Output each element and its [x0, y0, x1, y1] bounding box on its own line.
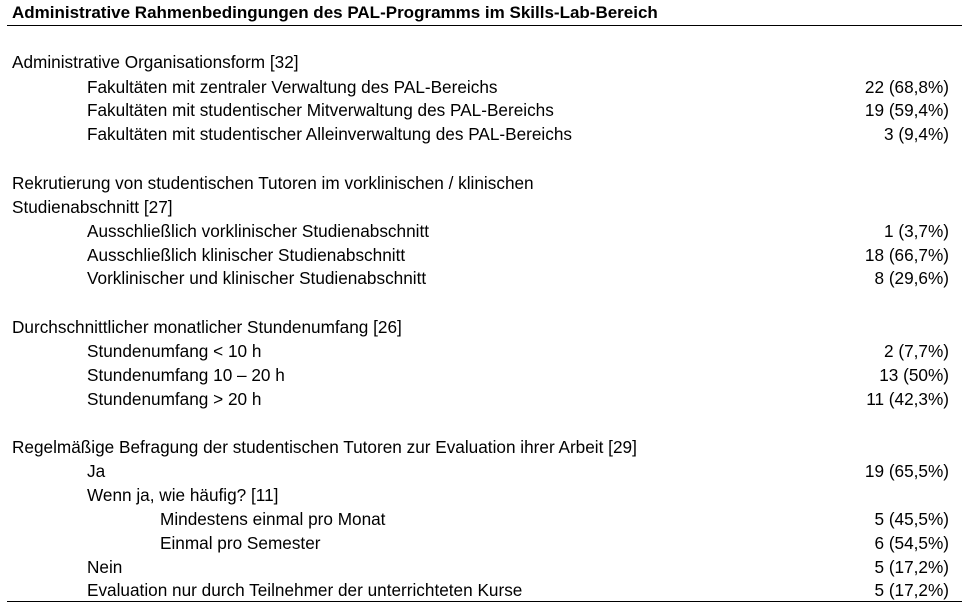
table-row [7, 266, 962, 290]
row-value: 2 (7,7%) [884, 341, 949, 361]
table-title: Administrative Rahmenbedingungen des PAL-Programms im Skills-Lab-Bereich [12, 3, 658, 22]
row-value: 11 (42,3%) [866, 389, 949, 409]
row-value: 3 (9,4%) [884, 124, 949, 144]
row-label: Stundenumfang > 20 h [87, 389, 262, 409]
table-row [7, 98, 962, 122]
table-row [7, 578, 962, 602]
row-label: Stundenumfang 10 – 20 h [87, 365, 285, 385]
table-row [7, 339, 962, 363]
section-heading-organisation [7, 50, 962, 74]
row-label: Fakultäten mit studentischer Alleinverwaltung des PAL-Bereichs [87, 124, 572, 144]
section-heading-recruitment-cont [7, 195, 962, 219]
table-row [7, 219, 962, 243]
top-rule [7, 25, 962, 26]
section-heading-label: Durchschnittlicher monatlicher Stundenumfang [26] [12, 317, 402, 337]
row-label: Ja [87, 461, 106, 481]
row-value: 22 (68,8%) [864, 77, 949, 97]
row-value: 6 (54,5%) [874, 533, 949, 553]
row-label: Nein [87, 557, 123, 577]
section-heading-evaluation [7, 435, 962, 459]
row-value: 8 (29,6%) [874, 268, 949, 288]
row-label: Stundenumfang < 10 h [87, 341, 262, 361]
data-table [7, 0, 962, 603]
row-label: Mindestens einmal pro Monat [160, 509, 386, 529]
bottom-rule [7, 601, 962, 602]
table-row [7, 387, 962, 411]
table-row [7, 122, 962, 146]
table-row [7, 363, 962, 387]
table-row [7, 459, 962, 483]
section-heading-label: Administrative Organisationsform [32] [12, 52, 299, 72]
row-label: Fakultäten mit studentischer Mitverwaltung des PAL-Bereichs [87, 100, 554, 120]
row-value: 1 (3,7%) [884, 221, 949, 241]
row-label: Ausschließlich klinischer Studienabschnitt [87, 245, 406, 265]
table-row [7, 555, 962, 579]
table-row [7, 75, 962, 99]
table-row [7, 243, 962, 267]
row-label: Ausschließlich vorklinischer Studienabschnitt [87, 221, 429, 241]
table-row [7, 483, 962, 507]
table-row [7, 507, 962, 531]
section-heading-recruitment [7, 171, 962, 195]
row-value: 19 (65,5%) [864, 461, 949, 481]
row-label: Vorklinischer und klinischer Studienabschnitt [87, 268, 427, 288]
row-value: 18 (66,7%) [864, 245, 949, 265]
section-heading-label: Studienabschnitt [27] [12, 197, 173, 217]
section-heading-label: Rekrutierung von studentischen Tutoren im vorklinischen / klinischen [12, 173, 534, 193]
row-value: 5 (17,2%) [874, 580, 949, 600]
row-label: Wenn ja, wie häufig? [11] [87, 485, 279, 505]
row-value: 5 (45,5%) [874, 509, 949, 529]
row-label: Evaluation nur durch Teilnehmer der unterrichteten Kurse [87, 580, 523, 600]
section-heading-hours [7, 315, 962, 339]
row-label: Einmal pro Semester [160, 533, 321, 553]
row-value: 19 (59,4%) [864, 100, 949, 120]
row-value: 5 (17,2%) [874, 557, 949, 577]
section-heading-label: Regelmäßige Befragung der studentischen Tutoren zur Evaluation ihrer Arbeit [29] [12, 437, 637, 457]
row-label: Fakultäten mit zentraler Verwaltung des PAL-Bereichs [87, 77, 498, 97]
row-value: 13 (50%) [879, 365, 949, 385]
table-row [7, 531, 962, 555]
